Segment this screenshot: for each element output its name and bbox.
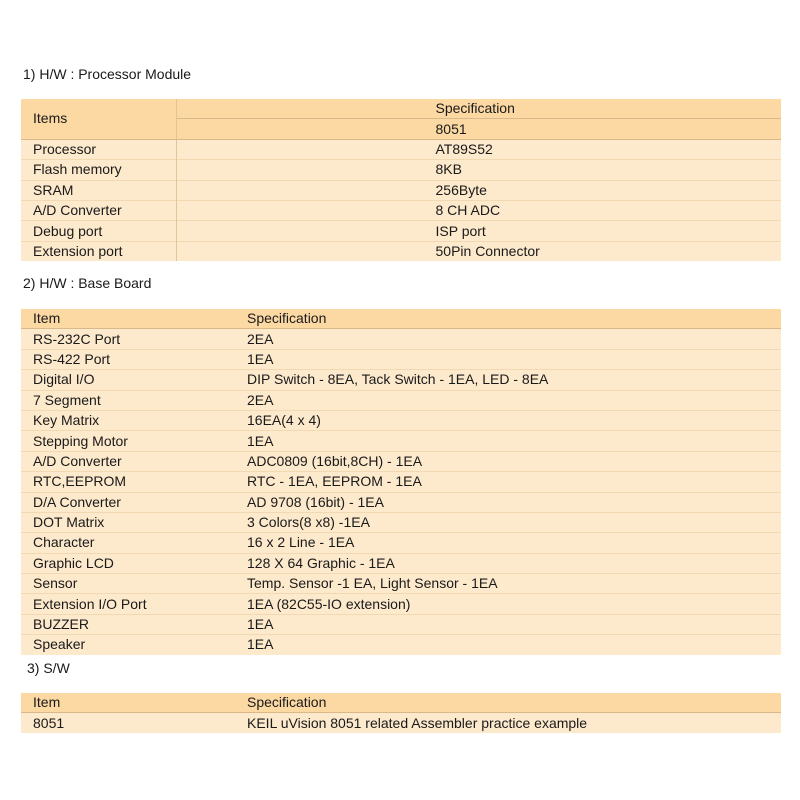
spec-cell: 50Pin Connector	[176, 241, 781, 261]
spec-cell: 8 CH ADC	[176, 200, 781, 220]
spec-cell: 2EA	[235, 329, 781, 349]
item-cell: A/D Converter	[21, 451, 235, 471]
table-subheader-8051: 8051	[176, 119, 781, 139]
item-cell: 7 Segment	[21, 390, 235, 410]
table-row	[21, 200, 781, 220]
item-cell: BUZZER	[21, 614, 235, 634]
spec-cell: AT89S52	[176, 139, 781, 159]
spec-cell: 1EA (82C55-IO extension)	[235, 594, 781, 614]
item-cell: Digital I/O	[21, 370, 235, 390]
item-cell: RS-232C Port	[21, 329, 235, 349]
table-row	[21, 329, 781, 349]
table-row	[21, 370, 781, 390]
table-row	[21, 451, 781, 471]
spec-cell: ADC0809 (16bit,8CH) - 1EA	[235, 451, 781, 471]
item-cell: Extension port	[21, 241, 176, 261]
base-board-title: 2) H/W : Base Board	[23, 275, 152, 291]
item-cell: Extension I/O Port	[21, 594, 235, 614]
item-cell: Speaker	[21, 635, 235, 655]
spec-cell: 8KB	[176, 160, 781, 180]
spec-cell: RTC - 1EA, EEPROM - 1EA	[235, 472, 781, 492]
item-cell: Flash memory	[21, 160, 176, 180]
table-row	[21, 160, 781, 180]
table-header-specification: Specification	[235, 309, 781, 329]
table-row	[21, 713, 781, 733]
software-table	[21, 693, 781, 733]
spec-cell: AD 9708 (16bit) - 1EA	[235, 492, 781, 512]
spec-cell: 1EA	[235, 431, 781, 451]
spec-cell: ISP port	[176, 221, 781, 241]
table-row	[21, 574, 781, 594]
spec-cell: 2EA	[235, 390, 781, 410]
spec-cell: 1EA	[235, 349, 781, 369]
item-cell: Sensor	[21, 574, 235, 594]
processor-module-title: 1) H/W : Processor Module	[23, 66, 192, 82]
table-row	[21, 180, 781, 200]
table-row	[21, 390, 781, 410]
spec-cell: 16 x 2 Line - 1EA	[235, 533, 781, 553]
item-cell: A/D Converter	[21, 200, 176, 220]
table-row	[21, 512, 781, 532]
table-row	[21, 431, 781, 451]
table-header-specification: Specification	[235, 693, 781, 713]
table-row	[21, 533, 781, 553]
item-cell: RS-422 Port	[21, 349, 235, 369]
table-row	[21, 594, 781, 614]
item-cell: DOT Matrix	[21, 512, 235, 532]
table-row	[21, 553, 781, 573]
table-row	[21, 241, 781, 261]
spec-cell: 3 Colors(8 x8) -1EA	[235, 512, 781, 532]
spec-cell: DIP Switch - 8EA, Tack Switch - 1EA, LED - 8EA	[235, 370, 781, 390]
spec-cell: 256Byte	[176, 180, 781, 200]
item-cell: 8051	[21, 713, 235, 733]
table-header-item: Item	[21, 693, 235, 713]
item-cell: RTC,EEPROM	[21, 472, 235, 492]
spec-cell: Temp. Sensor -1 EA, Light Sensor - 1EA	[235, 574, 781, 594]
table-row	[21, 410, 781, 430]
processor-module-table	[21, 99, 781, 261]
item-cell: Key Matrix	[21, 410, 235, 430]
table-row	[21, 492, 781, 512]
spec-cell: 1EA	[235, 614, 781, 634]
table-row	[21, 221, 781, 241]
table-row	[21, 614, 781, 634]
item-cell: Stepping Motor	[21, 431, 235, 451]
item-cell: Character	[21, 533, 235, 553]
table-row	[21, 472, 781, 492]
table-row	[21, 635, 781, 655]
item-cell: Processor	[21, 139, 176, 159]
item-cell: Graphic LCD	[21, 553, 235, 573]
table-row	[21, 139, 781, 159]
spec-cell: KEIL uVision 8051 related Assembler practice example	[235, 713, 781, 733]
item-cell: D/A Converter	[21, 492, 235, 512]
spec-cell: 1EA	[235, 635, 781, 655]
table-header-items: Items	[21, 99, 176, 139]
item-cell: Debug port	[21, 221, 176, 241]
spec-cell: 128 X 64 Graphic - 1EA	[235, 553, 781, 573]
item-cell: SRAM	[21, 180, 176, 200]
software-title: 3) S/W	[27, 660, 70, 676]
table-header-specification: Specification	[176, 99, 781, 119]
table-header-item: Item	[21, 309, 235, 329]
spec-cell: 16EA(4 x 4)	[235, 410, 781, 430]
base-board-table	[21, 309, 781, 655]
table-row	[21, 349, 781, 369]
